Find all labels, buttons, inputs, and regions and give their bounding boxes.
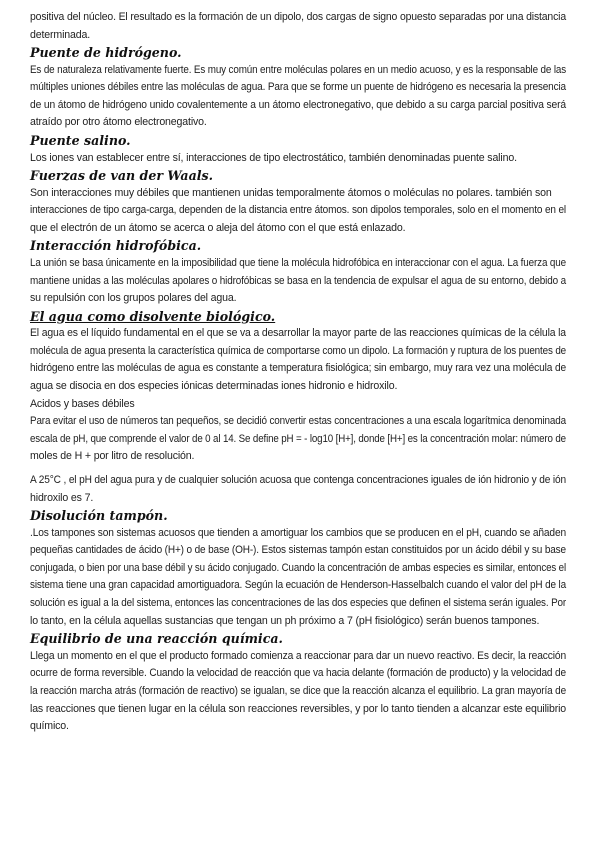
text-line: .Los tampones son sistemas acuosos que tienden a amortiguar los cambios que se producen en el pH, cuando se añaden [30, 526, 567, 539]
text-line: Llega un momento en el que el producto formado comienza a reaccionar para dar un nuevo reactivo. Es decir, la reacción [30, 649, 567, 662]
text-line: conjugada, o bien por una base débil y su ácido conjugado. Cuando la concentración de ambas especies es similar, entonces el [30, 561, 567, 574]
text-line: La unión se basa únicamente en la imposibilidad que tiene la molécula hidrofóbica en interaccionar con el agua. La fuerza que [30, 256, 567, 269]
section-heading: Disolución tampón. [30, 508, 168, 524]
text-line: las reacciones que tienen lugar en la célula son reacciones reversibles, y por lo tanto tienden a alcanzar este equilibrio [30, 702, 567, 715]
text-line: de un átomo de hidrógeno unido covalentemente a un átomo electronegativo, que debido a su carga parcial positiva será [30, 98, 567, 111]
text-line: hidroxilo es 7. [30, 491, 94, 504]
section-heading: El agua como disolvente biológico. [30, 308, 276, 324]
section-heading: Interacción hidrofóbica. [30, 238, 202, 254]
text-line: positiva del núcleo. El resultado es la formación de un dipolo, dos cargas de signo opuesto separadas por una distancia [30, 11, 566, 23]
text-line: A 25°C , el pH del agua pura y de cualquier solución acuosa que contenga concentraciones iguales de ión hidronio y de ión [30, 473, 566, 486]
text-line: pequeñas cantidades de ácido (H+) o de base (OH-). Estos sistemas tampón estan constituidos por un ácido débil y su base [30, 544, 566, 557]
section-heading: Fuerzas de van der Waals. [30, 168, 213, 184]
text-line: químico. [30, 720, 69, 733]
document-body [30, 0, 566, 736]
section-heading: Puente de hidrógeno. [30, 45, 182, 61]
text-line: moles de H + por litro de resolución. [30, 450, 195, 463]
text-line: ocurre de forma reversible. Cuando la velocidad de reacción que va hacia delante (formación de producto) y la velocidad de [30, 667, 566, 680]
text-line: sistema tiene una gran capacidad amortiguadora. Según la ecuación de Henderson-Hasselbalch cuando el valor del pH de la [30, 579, 566, 592]
text-line: El agua es el líquido fundamental en el que se va a desarrollar la mayor parte de las reacciones químicas de la célula la [30, 327, 566, 340]
text-line: atraído por otro átomo electronegativo. [30, 116, 207, 129]
text-line: hidrógeno entre las moléculas de agua es constante a temperatura fisiológica; sin embargo, muy rara vez una molécula de [30, 362, 566, 375]
text-line: determinada. [30, 28, 91, 41]
section-heading: Puente salino. [30, 133, 131, 149]
section-heading: Equilibrio de una reacción química. [30, 631, 283, 647]
text-line: Es de naturaleza relativamente fuerte. Es muy común entre moléculas polares en un medio acuoso, y es la responsable de las [30, 63, 567, 76]
text-line: molécula de agua presenta la característica química de comportarse como un dipolo. La formación y ruptura de los puentes de [30, 344, 567, 357]
text-line: escala de pH, que comprende el valor de 0 al 14. Se define pH = - log10 [H+], donde [H+] es la concentración molar: número de [30, 432, 566, 445]
text-line: la reacción marcha atrás (formación de reactivo) se igualan, se dice que la reacción alcanza el equilibrio. La gran mayoría de [30, 684, 566, 697]
text-line: mantiene unidas a las moléculas apolares o hidrofóbicas se basa en la tendencia de expulsar el agua de su entorno, debido a [30, 274, 566, 287]
text-line: que el electrón de un átomo se acerca o aleja del átomo con el que está enlazado. [30, 221, 406, 234]
text-line: lo tanto, en la célula aquellas sustancias que tengan un ph próximo a 7 (pH fisiológico) serán buenos tampones. [30, 614, 540, 627]
text-line: múltiples uniones débiles entre las moléculas de agua. Para que se forme un puente de hidrógeno es necesaria la presencia [30, 81, 567, 94]
text-line: agua se disocia en dos especies iónicas determinadas iones hidronio e hidroxilo. [30, 380, 398, 392]
text-line: Acidos y bases débiles [30, 397, 135, 410]
text-line: Son interacciones muy débiles que mantienen unidas temporalmente átomos o moléculas no polares. también son [30, 186, 552, 199]
text-line: interacciones de tipo carga-carga, dependen de la distancia entre átomos. son dipolos temporales, solo en el momento en el [30, 204, 567, 217]
text-line: solución es igual a la del sistema, entonces las concentraciones de las dos especies que definen el sistema serán iguales. Por [30, 597, 567, 610]
text-line: Para evitar el uso de números tan pequeños, se decidió convertir estas concentraciones a una escala logarítmica denominada [30, 415, 566, 428]
text-line: su repulsión con los grupos polares del agua. [30, 292, 237, 305]
text-line: Los iones van establecer entre sí, interacciones de tipo electrostático, también denominadas puente salino. [30, 151, 517, 164]
